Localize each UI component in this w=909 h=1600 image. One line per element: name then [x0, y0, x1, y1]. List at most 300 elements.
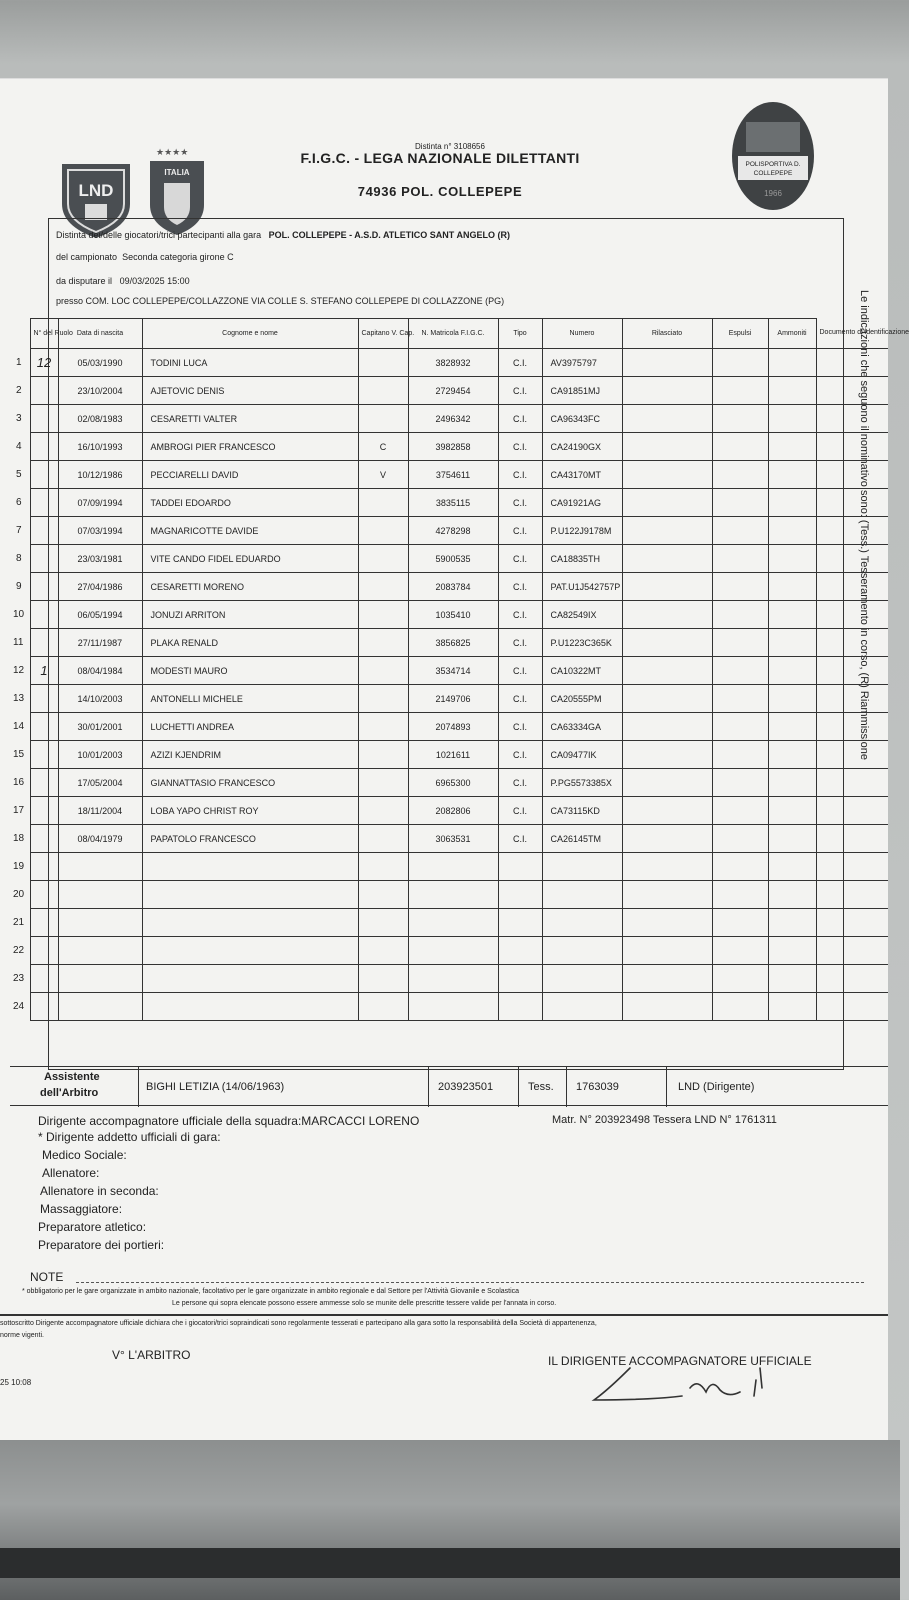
handwritten-number [30, 405, 58, 433]
preparatore-atletico: Preparatore atletico: [38, 1220, 147, 1234]
captain-mark [358, 657, 408, 685]
birth-date: 17/05/2004 [58, 769, 142, 797]
extra-cell [816, 489, 888, 517]
row-number: 23 [13, 973, 25, 984]
doc-number [542, 993, 622, 1021]
doc-type: C.I. [498, 601, 542, 629]
rilasciato-cell [622, 489, 712, 517]
ammoniti-cell [768, 937, 816, 965]
birth-date: 27/11/1987 [58, 629, 142, 657]
rilasciato-cell [622, 713, 712, 741]
rilasciato-cell [622, 685, 712, 713]
captain-mark: C [358, 433, 408, 461]
extra-cell [816, 517, 888, 545]
captain-mark [358, 377, 408, 405]
doc-type [498, 853, 542, 881]
extra-cell [816, 433, 888, 461]
birth-date [58, 993, 142, 1021]
doc-number: P.U122J9178M [542, 517, 622, 545]
row-number: 8 [15, 553, 22, 564]
espulsi-cell [712, 993, 768, 1021]
matricola [408, 853, 498, 881]
matricola: 3828932 [408, 349, 498, 377]
espulsi-cell [712, 489, 768, 517]
captain-mark [358, 601, 408, 629]
doc-type: C.I. [498, 433, 542, 461]
ammoniti-cell [768, 713, 816, 741]
table-row [10, 349, 888, 377]
birth-date: 08/04/1979 [58, 825, 142, 853]
espulsi-cell [712, 461, 768, 489]
handwritten-number [30, 713, 58, 741]
handwritten-number [30, 377, 58, 405]
birth-date [58, 853, 142, 881]
captain-mark [358, 825, 408, 853]
captain-mark: V [358, 461, 408, 489]
col-documento: Documento di identificazione [819, 329, 909, 337]
captain-mark [358, 629, 408, 657]
table-row [10, 853, 888, 881]
row-number: 16 [13, 777, 25, 788]
rilasciato-cell [622, 965, 712, 993]
doc-number: CA18835TH [542, 545, 622, 573]
espulsi-cell [712, 825, 768, 853]
doc-number: CA43170MT [542, 461, 622, 489]
arbitro-firma-label: V° L'ARBITRO [112, 1348, 191, 1362]
matricola: 5900535 [408, 545, 498, 573]
ammoniti-cell [768, 657, 816, 685]
ammoniti-cell [768, 993, 816, 1021]
row-number: 6 [15, 497, 22, 508]
dirigente-matricola: Matr. N° 203923498 Tessera LND N° 1761311 [552, 1114, 777, 1126]
col-ruolo: N° del Ruolo [30, 319, 58, 349]
row-number: 24 [13, 1001, 25, 1012]
col-tipo: Tipo [498, 319, 542, 349]
handwritten-number [30, 461, 58, 489]
birth-date [58, 909, 142, 937]
handwritten-number [30, 741, 58, 769]
doc-number: CA82549IX [542, 601, 622, 629]
ammoniti-cell [768, 825, 816, 853]
player-name: PLAKA RENALD [142, 629, 358, 657]
player-name: ANTONELLI MICHELE [142, 685, 358, 713]
ammoniti-cell [768, 573, 816, 601]
row-number: 2 [15, 385, 22, 396]
row-number: 5 [15, 469, 22, 480]
birth-date [58, 965, 142, 993]
rilasciato-cell [622, 433, 712, 461]
doc-number [542, 937, 622, 965]
table-row [10, 377, 888, 405]
assistente-label-2: dell'Arbitro [40, 1087, 99, 1099]
birth-date: 07/03/1994 [58, 517, 142, 545]
captain-mark [358, 881, 408, 909]
row-number: 7 [15, 525, 22, 536]
birth-date: 05/03/1990 [58, 349, 142, 377]
obbligatorio-note: * obbligatorio per le gare organizzate in ambito nazionale, facoltativo per le gare organizzate in ambito regionale e dal Settore per l'Attività Giovanile e Scolastica [22, 1288, 520, 1295]
lega-title: F.I.G.C. - LEGA NAZIONALE DILETTANTI [300, 150, 580, 166]
info-line-gara: Distinta dei/delle giocatori/trici partecipanti alla gara POL. COLLEPEPE - A.S.D. ATLETICO SANT ANGELO (R) [56, 230, 510, 240]
extra-cell [816, 965, 888, 993]
row-number: 14 [13, 721, 25, 732]
doc-type: C.I. [498, 517, 542, 545]
doc-type [498, 937, 542, 965]
birth-date: 23/03/1981 [58, 545, 142, 573]
handwritten-number [30, 797, 58, 825]
birth-date: 07/09/1994 [58, 489, 142, 517]
doc-type: C.I. [498, 349, 542, 377]
birth-date: 14/10/2003 [58, 685, 142, 713]
ammoniti-cell [768, 517, 816, 545]
dirigente-accompagnatore: Dirigente accompagnatore ufficiale della squadra:MARCACCI LORENO [38, 1114, 420, 1128]
espulsi-cell [712, 405, 768, 433]
player-name: CESARETTI MORENO [142, 573, 358, 601]
table-row [10, 545, 888, 573]
assistente-row [10, 1066, 888, 1106]
matricola: 6965300 [408, 769, 498, 797]
captain-mark [358, 405, 408, 433]
matricola: 2083784 [408, 573, 498, 601]
doc-type: C.I. [498, 741, 542, 769]
espulsi-cell [712, 377, 768, 405]
doc-type: C.I. [498, 405, 542, 433]
matricola [408, 881, 498, 909]
doc-number [542, 853, 622, 881]
doc-type: C.I. [498, 461, 542, 489]
row-number: 22 [13, 945, 25, 956]
handwritten-number [30, 993, 58, 1021]
table-row [10, 517, 888, 545]
birth-date: 30/01/2001 [58, 713, 142, 741]
player-name [142, 965, 358, 993]
rilasciato-cell [622, 405, 712, 433]
table-row [10, 965, 888, 993]
table-surface [0, 1440, 900, 1600]
table-row [10, 741, 888, 769]
ammoniti-cell [768, 377, 816, 405]
player-name [142, 909, 358, 937]
captain-mark [358, 853, 408, 881]
handwritten-number [30, 517, 58, 545]
club-title: 74936 POL. COLLEPEPE [357, 184, 523, 199]
rilasciato-cell [622, 881, 712, 909]
handwritten-number [30, 881, 58, 909]
rilasciato-cell [622, 853, 712, 881]
assistente-tess-label: Tess. [528, 1081, 554, 1093]
doc-type: C.I. [498, 657, 542, 685]
extra-cell [816, 601, 888, 629]
espulsi-cell [712, 713, 768, 741]
doc-number: CA73115KD [542, 797, 622, 825]
matricola [408, 909, 498, 937]
doc-type: C.I. [498, 713, 542, 741]
ammoniti-cell [768, 741, 816, 769]
player-name: JONUZI ARRITON [142, 601, 358, 629]
extra-cell [816, 993, 888, 1021]
row-number: 11 [13, 637, 24, 648]
captain-mark [358, 993, 408, 1021]
doc-number: CA91851MJ [542, 377, 622, 405]
espulsi-cell [712, 629, 768, 657]
handwritten-number [30, 573, 58, 601]
doc-type: C.I. [498, 825, 542, 853]
info-line-campionato: del campionato Seconda categoria girone C [56, 252, 234, 262]
massaggiatore: Massaggiatore: [40, 1202, 123, 1216]
handwritten-number [30, 853, 58, 881]
espulsi-cell [712, 685, 768, 713]
preparatore-portieri: Preparatore dei portieri: [38, 1238, 165, 1252]
col-matricola: N. Matricola F.I.G.C. [408, 319, 498, 349]
player-name: LUCHETTI ANDREA [142, 713, 358, 741]
extra-cell [816, 405, 888, 433]
rilasciato-cell [622, 741, 712, 769]
birth-date: 06/05/1994 [58, 601, 142, 629]
extra-cell [816, 349, 888, 377]
rilasciato-cell [622, 517, 712, 545]
extra-cell [816, 657, 888, 685]
rilasciato-cell [622, 629, 712, 657]
ammoniti-cell [768, 853, 816, 881]
doc-type: C.I. [498, 797, 542, 825]
matricola: 4278298 [408, 517, 498, 545]
allenatore-seconda: Allenatore in seconda: [40, 1184, 159, 1198]
player-name: PECCIARELLI DAVID [142, 461, 358, 489]
espulsi-cell [712, 881, 768, 909]
doc-type [498, 965, 542, 993]
allenatore: Allenatore: [42, 1166, 100, 1180]
doc-number: CA10322MT [542, 657, 622, 685]
matricola: 3754611 [408, 461, 498, 489]
matricola [408, 937, 498, 965]
rilasciato-cell [622, 769, 712, 797]
matricola: 2496342 [408, 405, 498, 433]
matricola: 3063531 [408, 825, 498, 853]
birth-date [58, 937, 142, 965]
players-table [10, 318, 909, 1021]
matricola: 3835115 [408, 489, 498, 517]
extra-cell [816, 741, 888, 769]
ammoniti-cell [768, 685, 816, 713]
ammoniti-cell [768, 769, 816, 797]
player-name [142, 993, 358, 1021]
dirigente-signature [590, 1360, 780, 1410]
matricola: 1035410 [408, 601, 498, 629]
espulsi-cell [712, 853, 768, 881]
captain-mark [358, 545, 408, 573]
table-row [10, 909, 888, 937]
extra-cell [816, 629, 888, 657]
dirigente-addetto: * Dirigente addetto ufficiali di gara: [38, 1130, 221, 1144]
doc-number: CA20555PM [542, 685, 622, 713]
espulsi-cell [712, 573, 768, 601]
player-name: MAGNARICOTTE DAVIDE [142, 517, 358, 545]
col-nome: Cognome e nome [142, 319, 358, 349]
handwritten-number [30, 825, 58, 853]
dichiarazione: sottoscritto Dirigente accompagnatore ufficiale dichiara che i giocatori/trici sopraindicati sono regolarmente tesserati e partecipano alla gara sotto la responsabilità della Società di appartenenza, [0, 1320, 597, 1327]
table-row [10, 769, 888, 797]
col-numero: Numero [542, 319, 622, 349]
captain-mark [358, 573, 408, 601]
captain-mark [358, 965, 408, 993]
side-note: Le indicazioni che seguono il nominativo sono: (Tess.) Tesseramento in corso, (R) Riammissione [858, 290, 870, 760]
player-name [142, 853, 358, 881]
matricola: 2729454 [408, 377, 498, 405]
extra-cell [816, 573, 888, 601]
espulsi-cell [712, 349, 768, 377]
player-name: GIANNATTASIO FRANCESCO [142, 769, 358, 797]
doc-number: CA24190GX [542, 433, 622, 461]
rilasciato-cell [622, 349, 712, 377]
row-number: 12 [13, 665, 25, 676]
row-number: 9 [15, 581, 22, 592]
rilasciato-cell [622, 657, 712, 685]
handwritten-number [30, 937, 58, 965]
extra-cell [816, 881, 888, 909]
extra-cell [816, 461, 888, 489]
player-name: AMBROGI PIER FRANCESCO [142, 433, 358, 461]
birth-date: 08/04/1984 [58, 657, 142, 685]
doc-type: C.I. [498, 545, 542, 573]
espulsi-cell [712, 741, 768, 769]
birth-date: 18/11/2004 [58, 797, 142, 825]
captain-mark [358, 741, 408, 769]
assistente-ruolo: LND (Dirigente) [678, 1081, 755, 1093]
captain-mark [358, 685, 408, 713]
ammoniti-cell [768, 545, 816, 573]
matricola: 2149706 [408, 685, 498, 713]
table-header [10, 319, 888, 349]
handwritten-number: 12 [30, 349, 58, 377]
doc-type: C.I. [498, 573, 542, 601]
print-timestamp: 25 10:08 [0, 1378, 32, 1387]
matricola: 2082806 [408, 797, 498, 825]
player-name: LOBA YAPO CHRIST ROY [142, 797, 358, 825]
assistente-nome: BIGHI LETIZIA (14/06/1963) [146, 1081, 285, 1093]
table-row [10, 937, 888, 965]
table-row [10, 881, 888, 909]
row-number: 10 [13, 609, 25, 620]
extra-cell [816, 853, 888, 881]
distinta-number: Distinta n° 3108656 [415, 142, 485, 151]
rilasciato-cell [622, 993, 712, 1021]
row-number: 18 [13, 833, 25, 844]
doc-number: CA09477IK [542, 741, 622, 769]
captain-mark [358, 713, 408, 741]
doc-type: C.I. [498, 489, 542, 517]
rilasciato-cell [622, 573, 712, 601]
doc-type: C.I. [498, 629, 542, 657]
rilasciato-cell [622, 797, 712, 825]
ammoniti-cell [768, 349, 816, 377]
extra-cell [816, 545, 888, 573]
birth-date: 10/12/1986 [58, 461, 142, 489]
dirigente-firma-label: IL DIRIGENTE ACCOMPAGNATORE UFFICIALE [548, 1354, 812, 1368]
table-row [10, 993, 888, 1021]
handwritten-number: 1 [30, 657, 58, 685]
table-row [10, 713, 888, 741]
row-number: 3 [15, 413, 22, 424]
birth-date: 10/01/2003 [58, 741, 142, 769]
player-name: CESARETTI VALTER [142, 405, 358, 433]
row-number: 17 [13, 805, 25, 816]
col-espulsi: Espulsi [712, 319, 768, 349]
matricola: 3856825 [408, 629, 498, 657]
handwritten-number [30, 685, 58, 713]
handwritten-number [30, 489, 58, 517]
table-row [10, 489, 888, 517]
matricola: 1021611 [408, 741, 498, 769]
svg-text:COLLEPEPE: COLLEPEPE [753, 170, 793, 177]
table-row [10, 573, 888, 601]
birth-date: 02/08/1983 [58, 405, 142, 433]
ammoniti-cell [768, 909, 816, 937]
assistente-label: Assistente [44, 1071, 100, 1083]
espulsi-cell [712, 545, 768, 573]
espulsi-cell [712, 657, 768, 685]
matricola [408, 993, 498, 1021]
assistente-matricola: 203923501 [438, 1081, 494, 1093]
handwritten-number [30, 601, 58, 629]
col-capitano: Capitano V. Cap. [358, 319, 408, 349]
assistente-tess: 1763039 [576, 1081, 619, 1093]
espulsi-cell [712, 769, 768, 797]
club-logo-year: 1966 [764, 189, 782, 198]
handwritten-number [30, 433, 58, 461]
row-number: 19 [13, 861, 25, 872]
extra-cell [816, 713, 888, 741]
col-nascita: Data di nascita [58, 319, 142, 349]
player-name [142, 937, 358, 965]
table-row [10, 797, 888, 825]
doc-type [498, 993, 542, 1021]
espulsi-cell [712, 909, 768, 937]
doc-number [542, 881, 622, 909]
svg-text:POLISPORTIVA D.: POLISPORTIVA D. [745, 161, 801, 168]
handwritten-number [30, 545, 58, 573]
rilasciato-cell [622, 601, 712, 629]
row-number: 20 [13, 889, 25, 900]
doc-number: CA96343FC [542, 405, 622, 433]
doc-number: CA63334GA [542, 713, 622, 741]
ammoniti-cell [768, 461, 816, 489]
captain-mark [358, 909, 408, 937]
ammoniti-cell [768, 629, 816, 657]
doc-number: AV3975797 [542, 349, 622, 377]
table-row [10, 433, 888, 461]
table-row [10, 629, 888, 657]
note-label: NOTE [30, 1270, 64, 1284]
captain-mark [358, 797, 408, 825]
row-number: 15 [13, 749, 25, 760]
row-number: 4 [15, 441, 22, 452]
player-name: VITE CANDO FIDEL EDUARDO [142, 545, 358, 573]
captain-mark [358, 489, 408, 517]
ammoniti-cell [768, 601, 816, 629]
player-name: TODINI LUCA [142, 349, 358, 377]
norme: norme vigenti. [0, 1332, 44, 1339]
ammoniti-cell [768, 965, 816, 993]
ammoniti-cell [768, 433, 816, 461]
player-name: PAPATOLO FRANCESCO [142, 825, 358, 853]
extra-cell [816, 937, 888, 965]
table-row [10, 601, 888, 629]
espulsi-cell [712, 517, 768, 545]
extra-cell [816, 377, 888, 405]
doc-type [498, 909, 542, 937]
table-row [10, 657, 888, 685]
persone-note: Le persone qui sopra elencate possono essere ammesse solo se munite delle prescritte tessere valide per l'annata in corso. [172, 1300, 557, 1307]
table-row [10, 825, 888, 853]
